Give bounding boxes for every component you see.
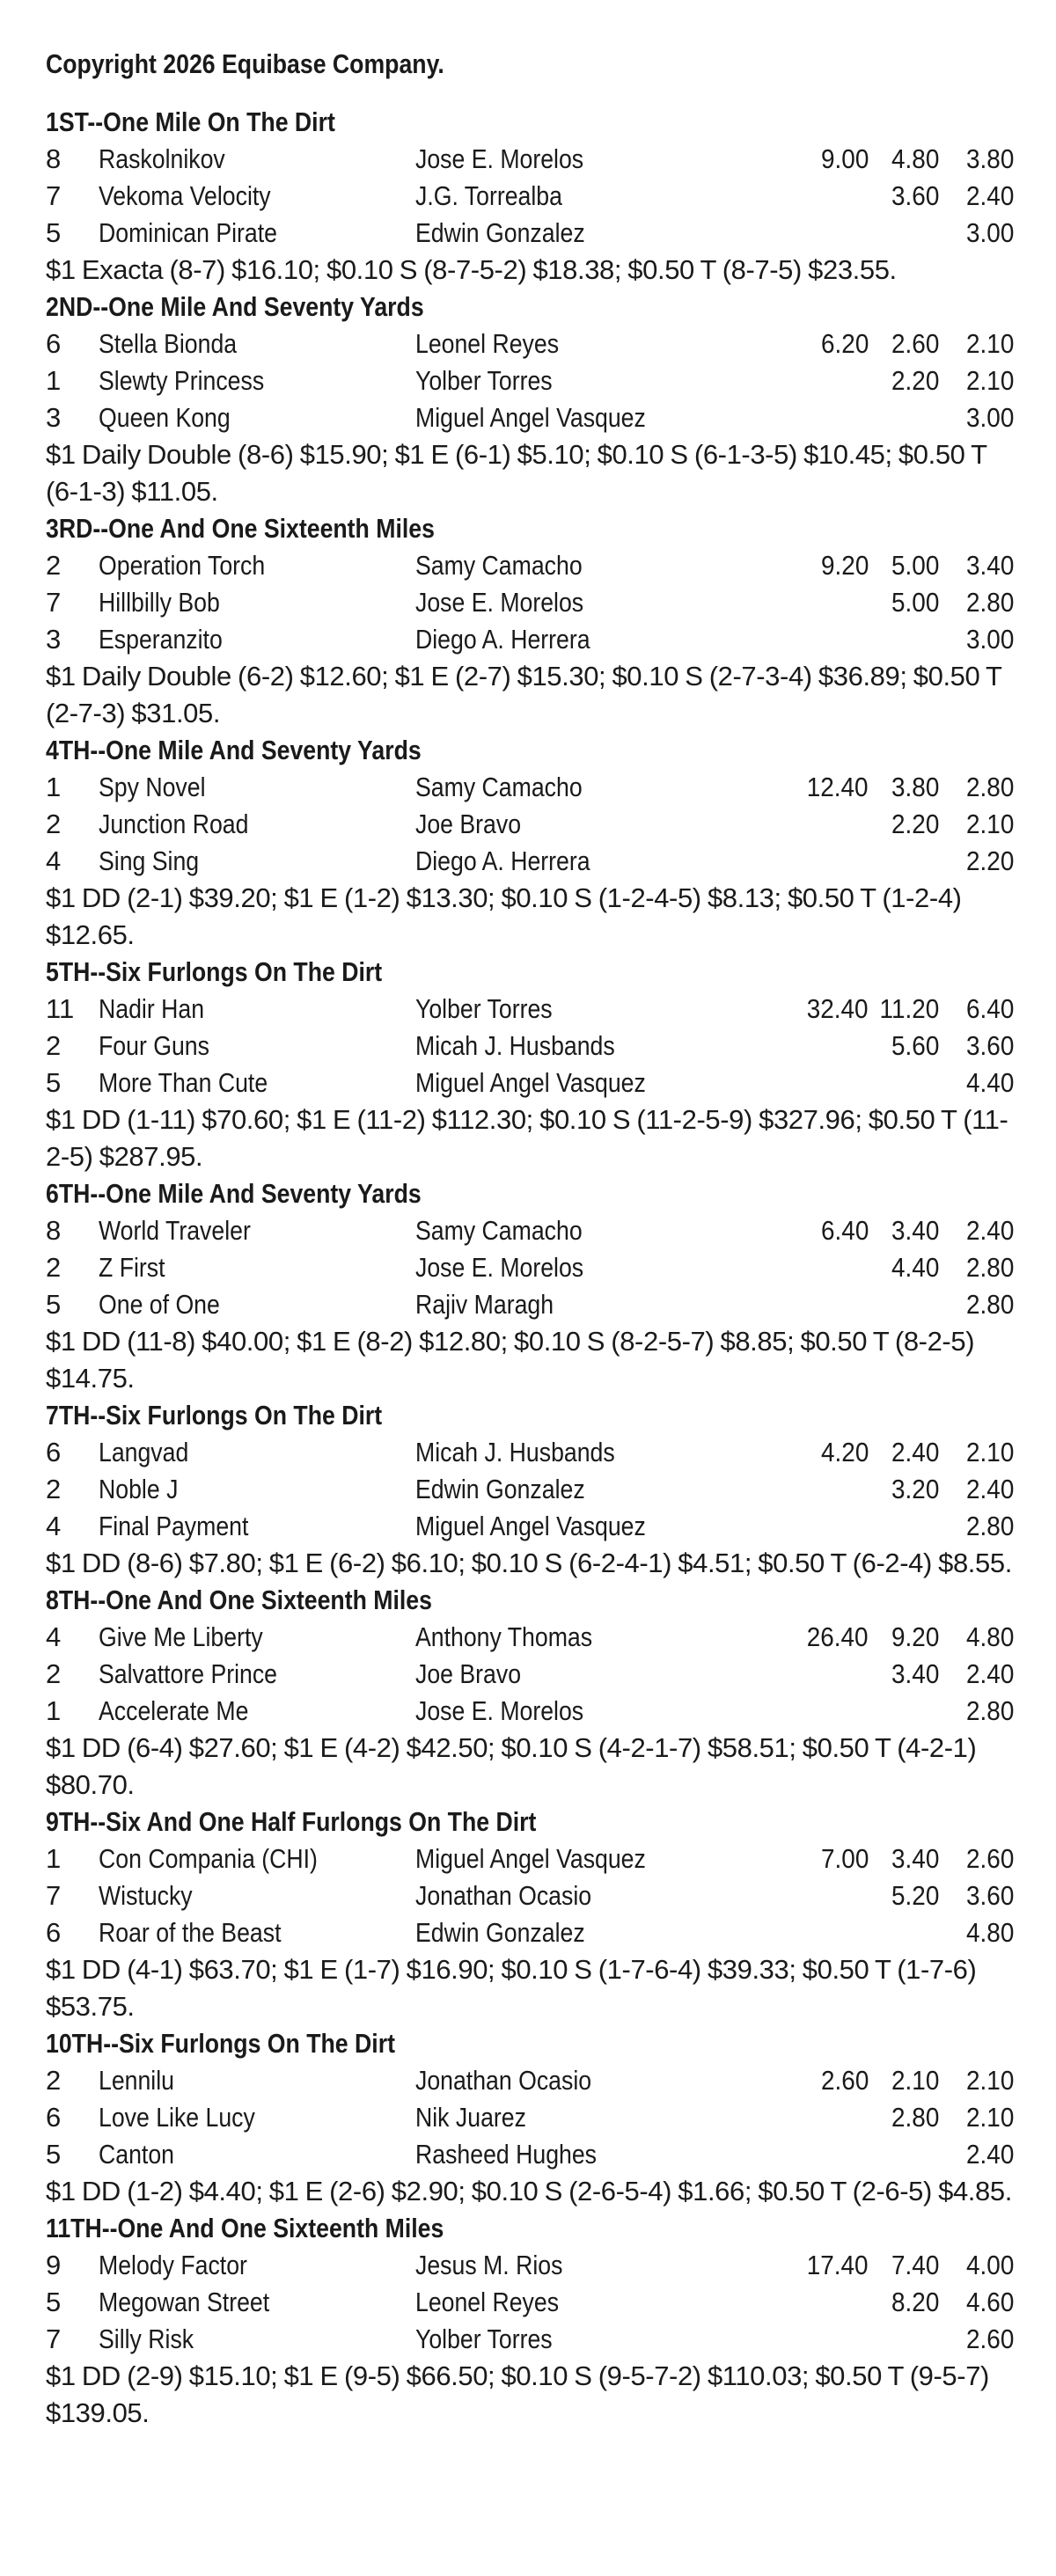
program-number: 6 xyxy=(46,1917,62,1948)
jockey-name: Jonathan Ocasio xyxy=(415,1880,592,1911)
race-block xyxy=(46,2025,1014,2210)
jockey-name: Rasheed Hughes xyxy=(415,2139,598,2170)
horse-name: Melody Factor xyxy=(99,2250,247,2280)
win-payout: 6.20 xyxy=(820,328,869,359)
jockey-name: Yolber Torres xyxy=(415,993,553,1024)
jockey-name: Leonel Reyes xyxy=(415,2287,560,2317)
show-payout: 3.80 xyxy=(965,143,1014,174)
runner-row xyxy=(46,141,1014,178)
race-title: 10TH--Six Furlongs On The Dirt xyxy=(46,2028,395,2059)
win-payout: 4.20 xyxy=(820,1437,869,1467)
show-payout: 2.10 xyxy=(965,2102,1014,2133)
program-number: 11 xyxy=(46,993,75,1024)
win-payout: 9.00 xyxy=(820,143,869,174)
jockey-name: Rajiv Maragh xyxy=(415,1289,554,1320)
runner-row xyxy=(46,178,1014,215)
program-number: 5 xyxy=(46,2287,62,2317)
show-payout: 2.60 xyxy=(965,2324,1014,2354)
jockey-name: Yolber Torres xyxy=(415,365,553,396)
horse-name: Sing Sing xyxy=(99,845,200,876)
place-payout: 8.20 xyxy=(891,2287,939,2317)
jockey-name: Yolber Torres xyxy=(415,2324,553,2354)
horse-name: Dominican Pirate xyxy=(99,217,278,248)
win-payout: 6.40 xyxy=(820,1215,869,1246)
race-title: 8TH--One And One Sixteenth Miles xyxy=(46,1584,432,1615)
jockey-name: Jose E. Morelos xyxy=(415,1252,584,1283)
horse-name: One of One xyxy=(99,1289,220,1320)
show-payout: 2.40 xyxy=(965,1474,1014,1504)
runner-row xyxy=(46,1619,1014,1656)
horse-name: Give Me Liberty xyxy=(99,1621,263,1652)
horse-name: Silly Risk xyxy=(99,2324,194,2354)
race-block xyxy=(46,289,1014,510)
show-payout: 2.80 xyxy=(965,587,1014,618)
program-number: 2 xyxy=(46,1252,62,1283)
runner-row xyxy=(46,2247,1014,2284)
runner-row xyxy=(46,2099,1014,2136)
runner-row xyxy=(46,1212,1014,1249)
race-title: 6TH--One Mile And Seventy Yards xyxy=(46,1178,422,1209)
program-number: 1 xyxy=(46,1695,62,1726)
race-block xyxy=(46,1175,1014,1397)
runner-row xyxy=(46,1434,1014,1471)
horse-name: Langvad xyxy=(99,1437,189,1467)
program-number: 4 xyxy=(46,1621,62,1652)
place-payout: 3.40 xyxy=(891,1658,939,1689)
jockey-name: Edwin Gonzalez xyxy=(415,1474,585,1504)
show-payout: 2.80 xyxy=(965,1511,1014,1541)
program-number: 5 xyxy=(46,1289,62,1320)
jockey-name: Miguel Angel Vasquez xyxy=(415,402,646,433)
exotic-payouts: $1 DD (1-11) $70.60; $1 E (11-2) $112.30; $0.10 S (11-2-5-9) $327.96; $0.50 T (11-2-5) $287.95. xyxy=(46,1104,1008,1172)
jockey-name: Jose E. Morelos xyxy=(415,587,584,618)
show-payout: 2.10 xyxy=(965,2065,1014,2096)
jockey-name: J.G. Torrealba xyxy=(415,180,562,211)
runner-row xyxy=(46,326,1014,362)
horse-name: Operation Torch xyxy=(99,550,266,581)
program-number: 8 xyxy=(46,143,62,174)
race-block xyxy=(46,732,1014,954)
jockey-name: Diego A. Herrera xyxy=(415,624,590,655)
show-payout: 2.10 xyxy=(965,365,1014,396)
program-number: 5 xyxy=(46,2139,62,2170)
program-number: 2 xyxy=(46,1030,62,1061)
exotic-payouts: $1 DD (2-9) $15.10; $1 E (9-5) $66.50; $0.10 S (9-5-7-2) $110.03; $0.50 T (9-5-7) $139.05. xyxy=(46,2360,989,2428)
jockey-name: Miguel Angel Vasquez xyxy=(415,1511,646,1541)
horse-name: Queen Kong xyxy=(99,402,231,433)
race-block xyxy=(46,510,1014,732)
jockey-name: Joe Bravo xyxy=(415,809,522,839)
horse-name: Stella Bionda xyxy=(99,328,238,359)
win-payout: 9.20 xyxy=(820,550,869,581)
horse-name: Wistucky xyxy=(99,1880,193,1911)
place-payout: 2.60 xyxy=(891,328,939,359)
horse-name: Canton xyxy=(99,2139,174,2170)
race-title: 5TH--Six Furlongs On The Dirt xyxy=(46,956,383,987)
place-payout: 4.40 xyxy=(891,1252,939,1283)
horse-name: Nadir Han xyxy=(99,993,205,1024)
program-number: 7 xyxy=(46,180,62,211)
runner-row xyxy=(46,399,1014,436)
runner-row xyxy=(46,1877,1014,1914)
show-payout: 4.00 xyxy=(965,2250,1014,2280)
place-payout: 2.10 xyxy=(891,2065,939,2096)
jockey-name: Diego A. Herrera xyxy=(415,845,590,876)
program-number: 9 xyxy=(46,2250,62,2280)
program-number: 2 xyxy=(46,1658,62,1689)
runner-row xyxy=(46,2136,1014,2173)
program-number: 1 xyxy=(46,365,62,396)
program-number: 1 xyxy=(46,772,62,802)
race-block xyxy=(46,954,1014,1175)
copyright-notice: Copyright 2026 Equibase Company. xyxy=(46,48,444,79)
runner-row xyxy=(46,215,1014,252)
place-payout: 7.40 xyxy=(891,2250,939,2280)
show-payout: 2.20 xyxy=(965,845,1014,876)
show-payout: 2.80 xyxy=(965,772,1014,802)
show-payout: 3.00 xyxy=(965,402,1014,433)
exotic-payouts: $1 DD (11-8) $40.00; $1 E (8-2) $12.80; $0.10 S (8-2-5-7) $8.85; $0.50 T (8-2-5) $14.75. xyxy=(46,1326,975,1394)
win-payout: 7.00 xyxy=(820,1843,869,1874)
place-payout: 2.40 xyxy=(891,1437,939,1467)
jockey-name: Micah J. Husbands xyxy=(415,1030,615,1061)
jockey-name: Anthony Thomas xyxy=(415,1621,593,1652)
show-payout: 2.40 xyxy=(965,180,1014,211)
runner-row xyxy=(46,1286,1014,1323)
show-payout: 4.60 xyxy=(965,2287,1014,2317)
place-payout: 5.20 xyxy=(891,1880,939,1911)
race-title: 3RD--One And One Sixteenth Miles xyxy=(46,513,435,544)
show-payout: 4.80 xyxy=(965,1621,1014,1652)
place-payout: 5.60 xyxy=(891,1030,939,1061)
jockey-name: Jonathan Ocasio xyxy=(415,2065,592,2096)
runner-row xyxy=(46,1471,1014,1508)
program-number: 4 xyxy=(46,1511,62,1541)
program-number: 5 xyxy=(46,217,62,248)
runner-row xyxy=(46,1841,1014,1877)
program-number: 7 xyxy=(46,587,62,618)
race-title: 9TH--Six And One Half Furlongs On The Dirt xyxy=(46,1806,537,1837)
horse-name: Lennilu xyxy=(99,2065,174,2096)
race-title: 1ST--One Mile On The Dirt xyxy=(46,106,335,137)
race-block xyxy=(46,2210,1014,2432)
win-payout: 17.40 xyxy=(807,2250,869,2280)
program-number: 6 xyxy=(46,2102,62,2133)
show-payout: 2.80 xyxy=(965,1695,1014,1726)
show-payout: 3.60 xyxy=(965,1030,1014,1061)
program-number: 2 xyxy=(46,1474,62,1504)
jockey-name: Leonel Reyes xyxy=(415,328,560,359)
runner-row xyxy=(46,806,1014,843)
show-payout: 2.80 xyxy=(965,1289,1014,1320)
runner-row xyxy=(46,1693,1014,1730)
place-payout: 4.80 xyxy=(891,143,939,174)
program-number: 3 xyxy=(46,624,62,655)
place-payout: 5.00 xyxy=(891,587,939,618)
horse-name: Final Payment xyxy=(99,1511,249,1541)
jockey-name: Nik Juarez xyxy=(415,2102,526,2133)
horse-name: Noble J xyxy=(99,1474,179,1504)
jockey-name: Samy Camacho xyxy=(415,1215,583,1246)
win-payout: 32.40 xyxy=(807,993,869,1024)
horse-name: Junction Road xyxy=(99,809,249,839)
horse-name: Spy Novel xyxy=(99,772,206,802)
jockey-name: Jesus M. Rios xyxy=(415,2250,563,2280)
show-payout: 2.80 xyxy=(965,1252,1014,1283)
jockey-name: Samy Camacho xyxy=(415,550,583,581)
program-number: 8 xyxy=(46,1215,62,1246)
program-number: 3 xyxy=(46,402,62,433)
jockey-name: Edwin Gonzalez xyxy=(415,1917,585,1948)
show-payout: 4.80 xyxy=(965,1917,1014,1948)
program-number: 1 xyxy=(46,1843,62,1874)
place-payout: 5.00 xyxy=(891,550,939,581)
exotic-payouts: $1 DD (2-1) $39.20; $1 E (1-2) $13.30; $0.10 S (1-2-4-5) $8.13; $0.50 T (1-2-4) $12.65. xyxy=(46,882,962,950)
exotic-payouts: $1 DD (8-6) $7.80; $1 E (6-2) $6.10; $0.10 S (6-2-4-1) $4.51; $0.50 T (6-2-4) $8.55. xyxy=(46,1548,1012,1578)
win-payout: 26.40 xyxy=(807,1621,869,1652)
horse-name: Raskolnikov xyxy=(99,143,225,174)
show-payout: 2.40 xyxy=(965,1215,1014,1246)
horse-name: Z First xyxy=(99,1252,165,1283)
place-payout: 2.20 xyxy=(891,809,939,839)
exotic-payouts: $1 DD (4-1) $63.70; $1 E (1-7) $16.90; $0.10 S (1-7-6-4) $39.33; $0.50 T (1-7-6) $53.75. xyxy=(46,1954,977,2022)
race-results-list xyxy=(46,104,1014,2432)
runner-row xyxy=(46,1508,1014,1545)
jockey-name: Jose E. Morelos xyxy=(415,143,584,174)
horse-name: More Than Cute xyxy=(99,1067,268,1098)
program-number: 7 xyxy=(46,1880,62,1911)
show-payout: 2.40 xyxy=(965,2139,1014,2170)
exotic-payouts: $1 DD (1-2) $4.40; $1 E (2-6) $2.90; $0.10 S (2-6-5-4) $1.66; $0.50 T (2-6-5) $4.85. xyxy=(46,2176,1012,2206)
jockey-name: Samy Camacho xyxy=(415,772,583,802)
jockey-name: Edwin Gonzalez xyxy=(415,217,585,248)
runner-row xyxy=(46,1028,1014,1065)
runner-row xyxy=(46,2321,1014,2358)
place-payout: 3.20 xyxy=(891,1474,939,1504)
show-payout: 3.40 xyxy=(965,550,1014,581)
place-payout: 3.80 xyxy=(891,772,939,802)
place-payout: 11.20 xyxy=(879,993,939,1024)
exotic-payouts: $1 DD (6-4) $27.60; $1 E (4-2) $42.50; $0.10 S (4-2-1-7) $58.51; $0.50 T (4-2-1) $80.70. xyxy=(46,1732,977,1800)
exotic-payouts: $1 Daily Double (8-6) $15.90; $1 E (6-1) $5.10; $0.10 S (6-1-3-5) $10.45; $0.50 T (6-1-3) $11.05. xyxy=(46,439,987,507)
horse-name: World Traveler xyxy=(99,1215,251,1246)
runner-row xyxy=(46,621,1014,658)
runner-row xyxy=(46,362,1014,399)
place-payout: 2.20 xyxy=(891,365,939,396)
runner-row xyxy=(46,2284,1014,2321)
runner-row xyxy=(46,1249,1014,1286)
runner-row xyxy=(46,1065,1014,1101)
runner-row xyxy=(46,769,1014,806)
runner-row xyxy=(46,1656,1014,1693)
show-payout: 3.00 xyxy=(965,217,1014,248)
race-block xyxy=(46,1804,1014,2025)
horse-name: Four Guns xyxy=(99,1030,209,1061)
race-block xyxy=(46,104,1014,289)
horse-name: Salvattore Prince xyxy=(99,1658,278,1689)
place-payout: 3.60 xyxy=(891,180,939,211)
show-payout: 4.40 xyxy=(965,1067,1014,1098)
race-title: 11TH--One And One Sixteenth Miles xyxy=(46,2213,444,2243)
show-payout: 2.60 xyxy=(965,1843,1014,1874)
program-number: 5 xyxy=(46,1067,62,1098)
program-number: 6 xyxy=(46,1437,62,1467)
show-payout: 2.10 xyxy=(965,809,1014,839)
place-payout: 3.40 xyxy=(891,1843,939,1874)
win-payout: 12.40 xyxy=(807,772,869,802)
program-number: 7 xyxy=(46,2324,62,2354)
jockey-name: Micah J. Husbands xyxy=(415,1437,615,1467)
race-block xyxy=(46,1397,1014,1582)
show-payout: 2.10 xyxy=(965,328,1014,359)
horse-name: Slewty Princess xyxy=(99,365,265,396)
horse-name: Hillbilly Bob xyxy=(99,587,220,618)
runner-row xyxy=(46,584,1014,621)
show-payout: 6.40 xyxy=(965,993,1014,1024)
horse-name: Accelerate Me xyxy=(99,1695,249,1726)
place-payout: 9.20 xyxy=(891,1621,939,1652)
jockey-name: Joe Bravo xyxy=(415,1658,522,1689)
exotic-payouts: $1 Daily Double (6-2) $12.60; $1 E (2-7) $15.30; $0.10 S (2-7-3-4) $36.89; $0.50 T (2-7-3) $31.05. xyxy=(46,661,1001,728)
race-title: 2ND--One Mile And Seventy Yards xyxy=(46,291,424,322)
race-title: 7TH--Six Furlongs On The Dirt xyxy=(46,1400,383,1431)
win-payout: 2.60 xyxy=(820,2065,869,2096)
place-payout: 2.80 xyxy=(891,2102,939,2133)
race-title: 4TH--One Mile And Seventy Yards xyxy=(46,735,422,765)
exotic-payouts: $1 Exacta (8-7) $16.10; $0.10 S (8-7-5-2) $18.38; $0.50 T (8-7-5) $23.55. xyxy=(46,254,897,285)
show-payout: 3.00 xyxy=(965,624,1014,655)
show-payout: 2.40 xyxy=(965,1658,1014,1689)
jockey-name: Miguel Angel Vasquez xyxy=(415,1067,646,1098)
horse-name: Esperanzito xyxy=(99,624,223,655)
runner-row xyxy=(46,991,1014,1028)
program-number: 6 xyxy=(46,328,62,359)
runner-row xyxy=(46,1914,1014,1951)
program-number: 2 xyxy=(46,2065,62,2096)
runner-row xyxy=(46,843,1014,880)
horse-name: Con Compania (CHI) xyxy=(99,1843,318,1874)
race-block xyxy=(46,1582,1014,1804)
jockey-name: Miguel Angel Vasquez xyxy=(415,1843,646,1874)
horse-name: Love Like Lucy xyxy=(99,2102,255,2133)
place-payout: 3.40 xyxy=(891,1215,939,1246)
runner-row xyxy=(46,2062,1014,2099)
program-number: 2 xyxy=(46,809,62,839)
show-payout: 2.10 xyxy=(965,1437,1014,1467)
runner-row xyxy=(46,547,1014,584)
program-number: 4 xyxy=(46,845,62,876)
jockey-name: Jose E. Morelos xyxy=(415,1695,584,1726)
horse-name: Roar of the Beast xyxy=(99,1917,282,1948)
horse-name: Vekoma Velocity xyxy=(99,180,271,211)
horse-name: Megowan Street xyxy=(99,2287,270,2317)
program-number: 2 xyxy=(46,550,62,581)
show-payout: 3.60 xyxy=(965,1880,1014,1911)
